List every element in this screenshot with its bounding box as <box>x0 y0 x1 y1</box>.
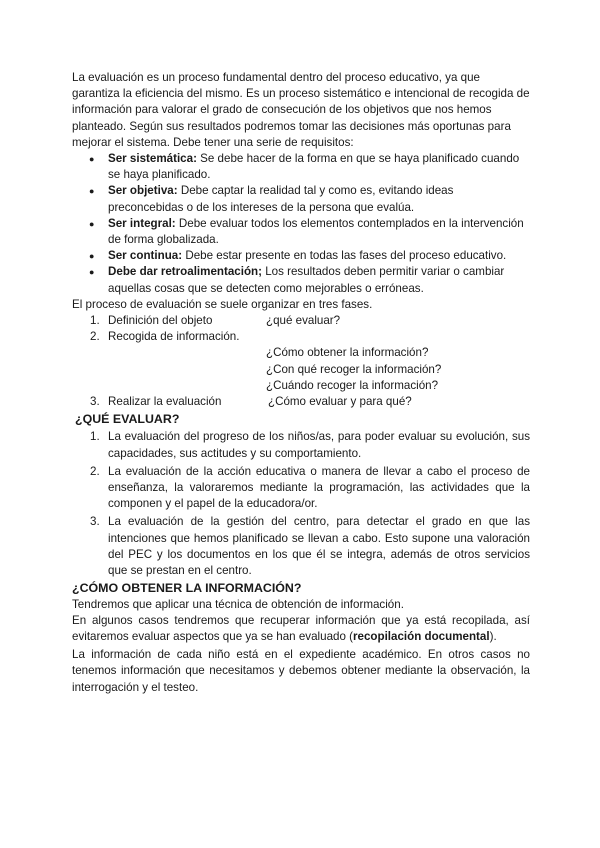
requirement-text: Se debe hacer de la forma en que se haya planificado cuando se haya planificado. <box>108 152 520 182</box>
requirement-term: Ser sistemática: <box>108 152 197 166</box>
phase-number: 3. <box>90 395 100 409</box>
item-number: 1. <box>90 430 100 444</box>
phase-label: Recogida de información. <box>108 330 240 344</box>
list-item <box>72 151 530 183</box>
paragraph-text: ). <box>489 629 497 643</box>
requirement-text: Debe evaluar todos los elementos contemplados en la intervención de forma globalizada. <box>108 216 524 247</box>
list-item <box>72 183 530 215</box>
phase-question: ¿Cómo obtener la información? <box>266 346 429 360</box>
requirement-term: Ser objetiva: <box>108 184 178 198</box>
paragraph <box>72 613 530 645</box>
requirements-list <box>72 151 530 297</box>
requirement-text: Debe captar la realidad tal y como es, evitando ideas preconcebidas o de los intereses de la persona que evalúa. <box>108 184 454 214</box>
phases-intro: El proceso de evaluación se suele organizar en tres fases. <box>72 297 373 311</box>
list-item <box>72 216 530 248</box>
phase-question: ¿Con qué recoger la información? <box>266 362 442 376</box>
list-item <box>72 514 530 579</box>
phase-label: Definición del objeto <box>108 314 213 328</box>
list-item <box>72 313 530 329</box>
phase-question: ¿Cómo evaluar y para qué? <box>268 395 412 409</box>
bold-term: recopilación documental <box>353 629 490 643</box>
requirement-term: Debe dar retroalimentación; <box>108 265 262 279</box>
list-item <box>72 329 530 345</box>
list-item <box>72 264 530 296</box>
list-item <box>72 429 530 461</box>
paragraph-text: En algunos casos tendremos que recuperar información que ya está recopilada, así evitaremos evaluar aspectos que ya se han evaluado ( <box>72 613 530 643</box>
section-heading-como-obtener: ¿CÓMO OBTENER LA INFORMACIÓN? <box>72 581 302 596</box>
paragraph: La información de cada niño está en el expediente académico. En otros casos no tenemos información que necesitamos y debemos obtener mediante la observación, la interrogación y el testeo. <box>72 648 530 694</box>
phase-number: 2. <box>90 330 100 344</box>
paragraph: Tendremos que aplicar una técnica de obtención de información. <box>72 597 404 611</box>
item-text: La evaluación de la acción educativa o manera de llevar a cabo el proceso de enseñanza, la valoraremos mediante la programación, las actividades que la componen y el papel de la educadora/or. <box>108 464 530 511</box>
document-page <box>72 70 530 696</box>
section-heading-que-evaluar: ¿QUÉ EVALUAR? <box>75 412 180 427</box>
que-evaluar-list <box>72 429 530 579</box>
phase-question: ¿Cuándo recoger la información? <box>266 378 439 392</box>
phases-list-continued <box>72 394 530 410</box>
item-text: La evaluación de la gestión del centro, para detectar el grado en que las intenciones que hemos planificado se llevan a cabo. Esto supone una valoración del PEC y los documentos en los que él se integra, además de otros servicios que se prestan en el centro. <box>108 515 530 578</box>
intro-paragraph: La evaluación es un proceso fundamental dentro del proceso educativo, ya que garantiza la eficiencia del mismo. Es un proceso sistemático e intencional de recogida de información para valorar el grado de consecución de los objetivos que nos hemos planteado. Según sus resultados podremos tomar las decisiones más oportunas para mejorar el sistema. Debe tener una serie de requisitos: <box>72 71 530 149</box>
list-item <box>72 248 530 264</box>
requirement-term: Ser integral: <box>108 216 176 230</box>
item-text: La evaluación del progreso de los niños/as, para poder evaluar su evolución, sus capacidades, sus actitudes y su comportamiento. <box>108 430 530 460</box>
list-item <box>72 464 530 513</box>
item-number: 3. <box>90 515 100 529</box>
phases-list <box>72 313 530 345</box>
requirement-text: Los resultados deben permitir variar o cambiar aquellas cosas que se detecten como mejorables o erróneas. <box>108 265 505 295</box>
list-item <box>72 394 530 410</box>
requirement-term: Ser continua: <box>108 249 183 263</box>
phase-question: ¿qué evaluar? <box>266 314 341 328</box>
phase-number: 1. <box>90 314 100 328</box>
phase-label: Realizar la evaluación <box>108 395 222 409</box>
requirement-text: Debe estar presente en todas las fases del proceso educativo. <box>182 249 507 263</box>
item-number: 2. <box>90 464 100 478</box>
